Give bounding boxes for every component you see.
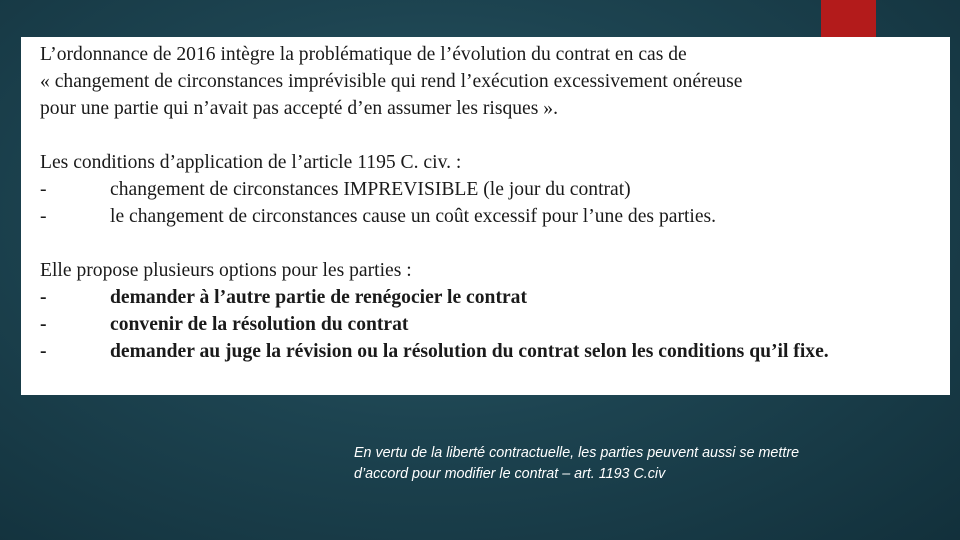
intro-line-2: « changement de circonstances imprévisible qui rend l’exécution excessivement onéreuse [40, 71, 743, 92]
dash-bullet: - [40, 314, 47, 335]
spacer [40, 230, 932, 257]
dash-bullet: - [40, 287, 47, 308]
option-item [40, 311, 932, 338]
text-card [21, 37, 950, 395]
footnote-text: En vertu de la liberté contractuelle, les parties peuvent aussi se mettre d’accord pour modifier le contrat – art. 1193 C.civ [354, 445, 800, 482]
options-heading: Elle propose plusieurs options pour les parties : [40, 260, 412, 281]
dash-bullet: - [40, 206, 47, 227]
condition-item [40, 203, 932, 230]
condition-text: changement de circonstances IMPREVISIBLE (le jour du contrat) [110, 179, 631, 200]
intro-line-1: L’ordonnance de 2016 intègre la problématique de l’évolution du contrat en cas de [40, 44, 687, 65]
dash-bullet: - [40, 341, 47, 362]
option-item [40, 338, 932, 365]
accent-tab [821, 0, 876, 38]
conditions-heading: Les conditions d’application de l’article 1195 C. civ. : [40, 152, 462, 173]
intro-line-3: pour une partie qui n’avait pas accepté d’en assumer les risques ». [40, 98, 558, 119]
option-item [40, 284, 932, 311]
dash-bullet: - [40, 179, 47, 200]
condition-text: le changement de circonstances cause un coût excessif pour l’une des parties. [110, 206, 717, 227]
condition-item [40, 176, 932, 203]
spacer [40, 122, 932, 149]
option-text: demander au juge la révision ou la résolution du contrat selon les conditions qu’il fixe. [110, 341, 829, 362]
option-text: convenir de la résolution du contrat [110, 314, 409, 335]
option-text: demander à l’autre partie de renégocier le contrat [110, 287, 527, 308]
